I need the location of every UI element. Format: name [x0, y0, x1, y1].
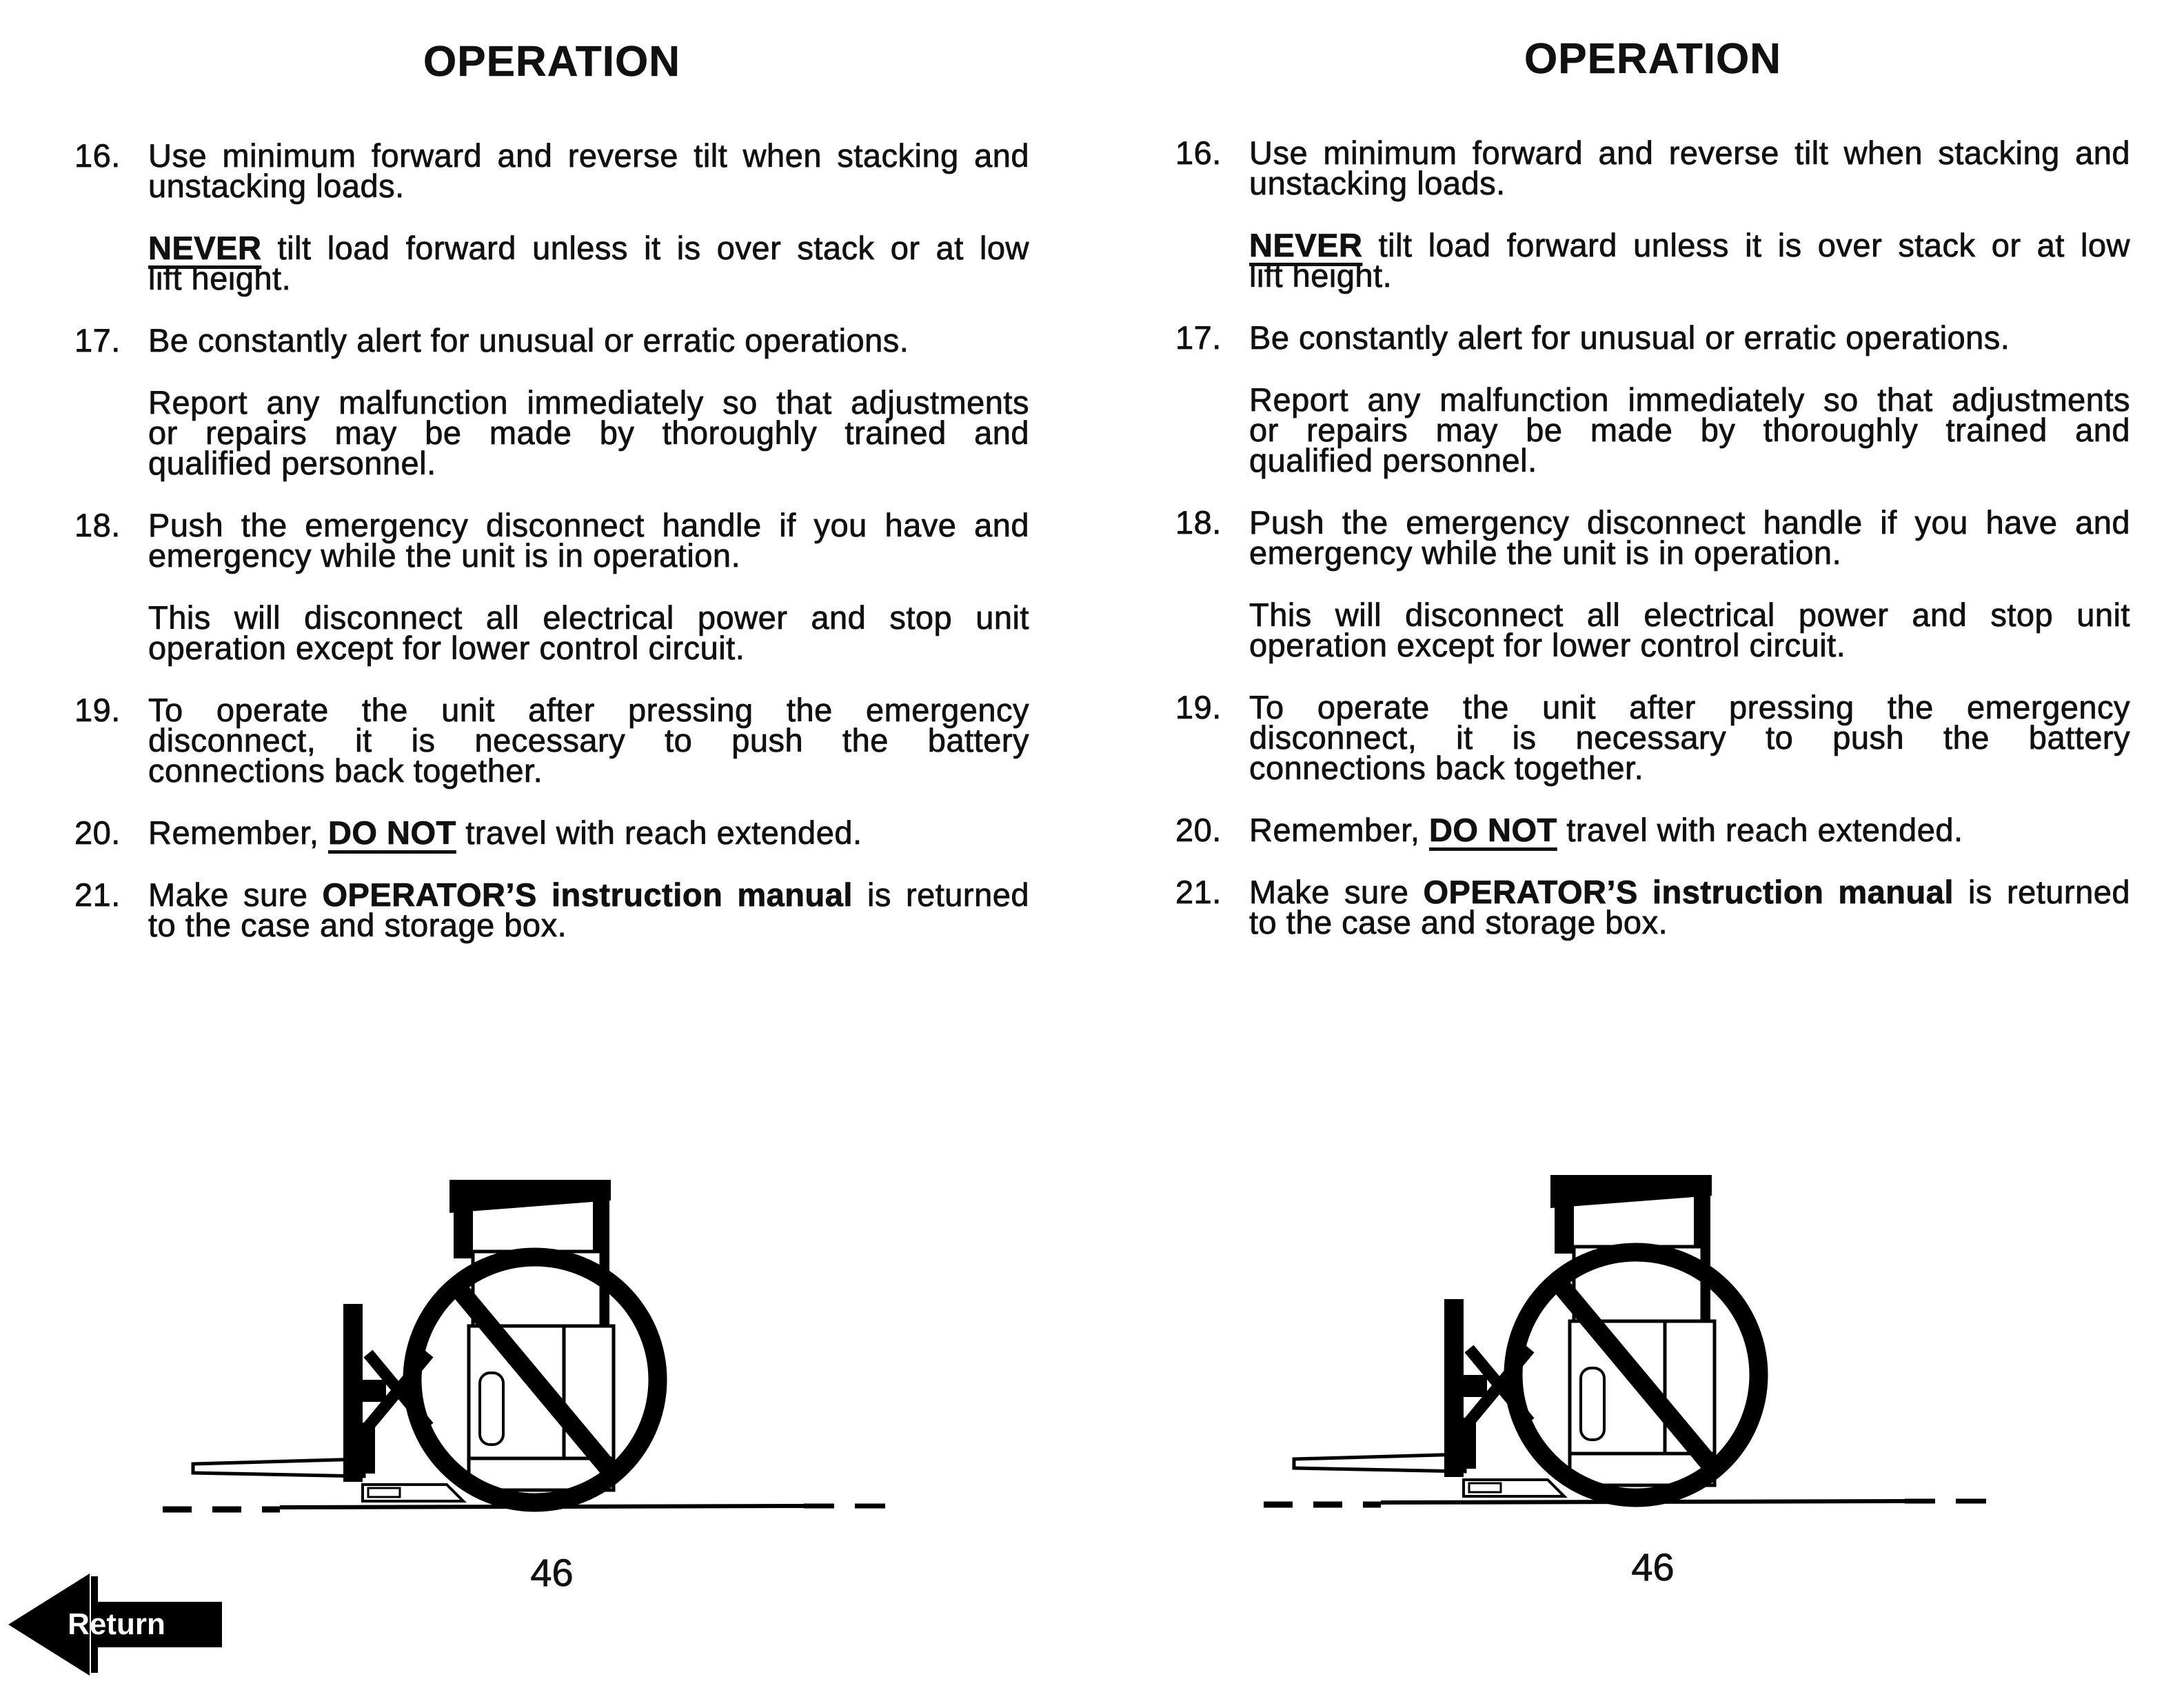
- item-number: 18.: [1175, 504, 1222, 541]
- item-number: 20.: [1175, 812, 1222, 848]
- list-item: [1175, 689, 2130, 815]
- text-line: unstacking loads.: [148, 168, 405, 204]
- no-travel-reach-extended-illustration: [1258, 1164, 2010, 1519]
- item-paragraph: [148, 876, 1030, 943]
- item-paragraph: [148, 599, 1029, 666]
- text-line: Use minimum forward and reverse tilt when stacking and: [1249, 134, 2130, 171]
- text-line: unstacking loads.: [1249, 165, 1506, 201]
- item-paragraph: [148, 137, 1029, 204]
- item-number: 16.: [1175, 134, 1222, 171]
- overhead-guard: [449, 1180, 611, 1213]
- list-item: [1175, 874, 2131, 969]
- item-paragraph: [1249, 504, 2130, 571]
- text-line: operation except for lower control circuit.: [148, 630, 745, 666]
- text-line: Push the emergency disconnect handle if you have and: [1249, 504, 2130, 541]
- item-paragraph: [1249, 596, 2130, 663]
- page-number: 46: [1631, 1545, 1675, 1589]
- item-number: 17.: [1175, 319, 1222, 356]
- forklift-mast: [343, 1304, 363, 1482]
- text-line: [1249, 874, 2131, 910]
- text-run: tilt load forward unless it is over stack or at low: [1362, 227, 2130, 263]
- emphasis-underlined-text: DO NOT: [1428, 812, 1557, 848]
- text-line: Be constantly alert for unusual or erratic operations.: [1249, 319, 2010, 356]
- manual-page-left: [74, 40, 1029, 972]
- text-line: or repairs may be made by thoroughly trained and: [148, 414, 1029, 451]
- text-run: Make sure: [148, 876, 323, 913]
- text-run: is returned: [1953, 874, 2131, 910]
- text-line: Push the emergency disconnect handle if you have and: [148, 507, 1029, 543]
- item-paragraph: [1249, 812, 2130, 848]
- text-line: Be constantly alert for unusual or erratic operations.: [148, 322, 909, 359]
- item-paragraph: [1249, 689, 2130, 786]
- text-line: lift height.: [1249, 257, 1393, 294]
- item-number: 19.: [1175, 689, 1222, 725]
- item-paragraph: [1249, 227, 2130, 294]
- item-number: 21.: [74, 876, 121, 913]
- item-paragraph: [1249, 134, 2130, 201]
- item-number: 21.: [1175, 874, 1222, 910]
- text-line: [1249, 227, 2130, 263]
- text-line: [148, 876, 1030, 913]
- emphasis-underlined-text: NEVER: [1249, 227, 1363, 263]
- page-title: OPERATION: [1524, 35, 1781, 83]
- text-line: lift height.: [148, 260, 292, 297]
- text-line: emergency while the unit is in operation.: [1249, 534, 1842, 571]
- item-paragraph: [148, 230, 1029, 297]
- fork-carriage: [361, 1423, 375, 1474]
- text-line: connections back together.: [148, 752, 543, 789]
- page-number: 46: [530, 1551, 574, 1594]
- text-line: [1249, 812, 2130, 848]
- text-line: operation except for lower control circuit.: [1249, 627, 1846, 663]
- text-line: To operate the unit after pressing the emergency: [148, 692, 1029, 728]
- text-line: Report any malfunction immediately so that adjustments: [1249, 381, 2130, 418]
- emphasis-underlined-text: NEVER: [148, 230, 262, 266]
- item-paragraph: [1249, 874, 2131, 941]
- text-run: travel with reach extended.: [1557, 812, 1963, 848]
- page-title: OPERATION: [423, 38, 680, 86]
- item-number: 16.: [74, 137, 121, 174]
- list-item: [74, 322, 1029, 510]
- text-line: This will disconnect all electrical power and stop unit: [148, 599, 1029, 636]
- text-line: emergency while the unit is in operation.: [148, 537, 741, 574]
- text-line: or repairs may be made by thoroughly trained and: [1249, 412, 2130, 448]
- item-paragraph: [148, 384, 1029, 481]
- text-run: Remember,: [1249, 812, 1429, 848]
- list-item: [74, 692, 1029, 818]
- list-item: [1175, 504, 2130, 692]
- text-run: tilt load forward unless it is over stack or at low: [261, 230, 1029, 266]
- manual-page-right: [1175, 37, 2130, 969]
- item-paragraph: [148, 692, 1029, 789]
- item-paragraph: [148, 814, 1029, 851]
- text-run: Remember,: [148, 814, 328, 851]
- list-item: [74, 137, 1029, 325]
- text-run: is returned: [852, 876, 1030, 913]
- forklift-forks: [193, 1459, 364, 1476]
- item-paragraph: [148, 322, 1029, 359]
- text-line: qualified personnel.: [1249, 442, 1537, 479]
- item-number: 20.: [74, 814, 121, 851]
- return-button[interactable]: [8, 1574, 215, 1676]
- text-line: This will disconnect all electrical power and stop unit: [1249, 596, 2130, 633]
- no-travel-reach-extended-illustration: [157, 1169, 909, 1524]
- return-button-label: Return: [68, 1607, 165, 1641]
- text-run: travel with reach extended.: [456, 814, 862, 851]
- text-line: connections back together.: [1249, 750, 1644, 786]
- emphasis-underlined-text: DO NOT: [327, 814, 456, 851]
- text-line: Use minimum forward and reverse tilt when stacking and: [148, 137, 1029, 174]
- text-line: disconnect, it is necessary to push the battery: [1249, 719, 2130, 756]
- text-line: [148, 814, 1029, 851]
- item-paragraph: [148, 507, 1029, 574]
- list-item: [74, 814, 1029, 880]
- list-item: [74, 876, 1030, 972]
- item-number: 17.: [74, 322, 121, 359]
- list-item: [74, 507, 1029, 695]
- list-item: [1175, 134, 2130, 323]
- list-item: [1175, 319, 2130, 508]
- emphasis-bold-text: OPERATOR’S instruction manual: [1423, 874, 1954, 910]
- list-item: [1175, 812, 2130, 877]
- text-line: [148, 230, 1029, 266]
- text-line: To operate the unit after pressing the emergency: [1249, 689, 2130, 725]
- item-paragraph: [1249, 319, 2130, 356]
- text-line: to the case and storage box.: [148, 907, 567, 943]
- text-line: Report any malfunction immediately so that adjustments: [148, 384, 1029, 421]
- item-paragraph: [1249, 381, 2130, 479]
- text-line: to the case and storage box.: [1249, 904, 1668, 941]
- text-line: disconnect, it is necessary to push the battery: [148, 722, 1029, 758]
- emphasis-bold-text: OPERATOR’S instruction manual: [322, 876, 853, 913]
- text-run: Make sure: [1249, 874, 1424, 910]
- item-number: 18.: [74, 507, 121, 543]
- item-number: 19.: [74, 692, 121, 728]
- text-line: qualified personnel.: [148, 445, 436, 481]
